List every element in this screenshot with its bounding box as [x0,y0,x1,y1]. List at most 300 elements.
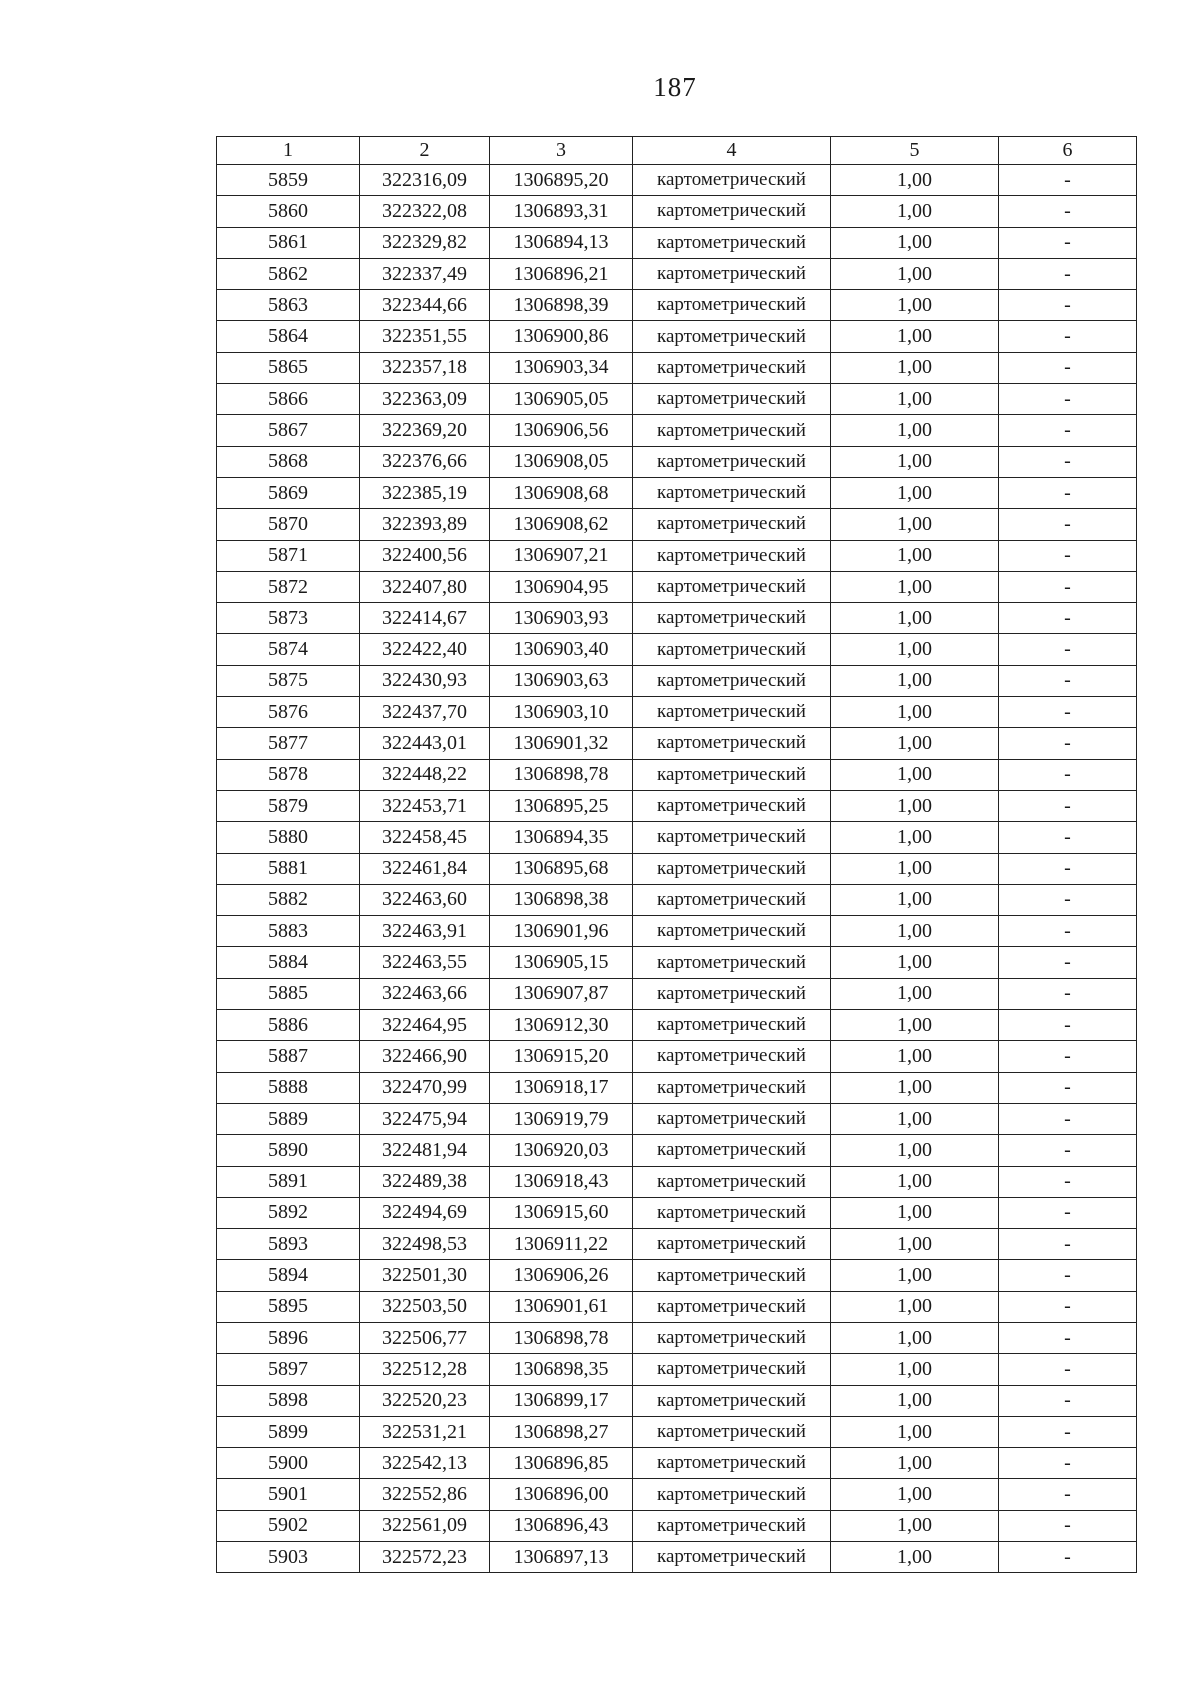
x-coordinate-cell: 322561,09 [360,1510,490,1541]
note-cell: - [999,1103,1137,1134]
page-number: 187 [653,72,697,102]
y-coordinate-cell: 1306912,30 [490,1010,633,1041]
method-cell: картометрический [633,947,831,978]
y-coordinate-cell: 1306920,03 [490,1135,633,1166]
note-cell: - [999,1448,1137,1479]
accuracy-cell: 1,00 [831,1542,999,1573]
x-coordinate-cell: 322322,08 [360,196,490,227]
note-cell: - [999,477,1137,508]
method-cell: картометрический [633,1103,831,1134]
accuracy-cell: 1,00 [831,258,999,289]
accuracy-cell: 1,00 [831,1291,999,1322]
method-cell: картометрический [633,1166,831,1197]
x-coordinate-cell: 322461,84 [360,853,490,884]
method-cell: картометрический [633,759,831,790]
note-cell: - [999,415,1137,446]
method-cell: картометрический [633,415,831,446]
note-cell: - [999,1385,1137,1416]
note-cell: - [999,790,1137,821]
y-coordinate-cell: 1306911,22 [490,1229,633,1260]
table-row [217,853,1137,884]
table-row [217,1416,1137,1447]
note-cell: - [999,1291,1137,1322]
note-cell: - [999,947,1137,978]
x-coordinate-cell: 322464,95 [360,1010,490,1041]
table-row [217,603,1137,634]
y-coordinate-cell: 1306919,79 [490,1103,633,1134]
point-number-cell: 5885 [217,978,360,1009]
note-cell: - [999,1542,1137,1573]
note-cell: - [999,227,1137,258]
y-coordinate-cell: 1306901,61 [490,1291,633,1322]
x-coordinate-cell: 322466,90 [360,1041,490,1072]
accuracy-cell: 1,00 [831,509,999,540]
x-coordinate-cell: 322357,18 [360,352,490,383]
method-cell: картометрический [633,1291,831,1322]
x-coordinate-cell: 322503,50 [360,1291,490,1322]
x-coordinate-cell: 322437,70 [360,697,490,728]
point-number-cell: 5876 [217,697,360,728]
point-number-cell: 5891 [217,1166,360,1197]
x-coordinate-cell: 322463,55 [360,947,490,978]
note-cell: - [999,258,1137,289]
column-header-3: 3 [490,137,633,165]
point-number-cell: 5889 [217,1103,360,1134]
y-coordinate-cell: 1306903,34 [490,352,633,383]
point-number-cell: 5902 [217,1510,360,1541]
method-cell: картометрический [633,1448,831,1479]
note-cell: - [999,603,1137,634]
column-header-1: 1 [217,137,360,165]
table-row [217,258,1137,289]
x-coordinate-cell: 322512,28 [360,1354,490,1385]
method-cell: картометрический [633,165,831,196]
y-coordinate-cell: 1306898,78 [490,759,633,790]
y-coordinate-cell: 1306915,20 [490,1041,633,1072]
accuracy-cell: 1,00 [831,634,999,665]
y-coordinate-cell: 1306899,17 [490,1385,633,1416]
table-row [217,290,1137,321]
y-coordinate-cell: 1306906,26 [490,1260,633,1291]
accuracy-cell: 1,00 [831,1510,999,1541]
point-number-cell: 5859 [217,165,360,196]
table-row [217,1542,1137,1573]
x-coordinate-cell: 322443,01 [360,728,490,759]
point-number-cell: 5878 [217,759,360,790]
table-row [217,1103,1137,1134]
method-cell: картометрический [633,446,831,477]
point-number-cell: 5874 [217,634,360,665]
method-cell: картометрический [633,1041,831,1072]
y-coordinate-cell: 1306895,20 [490,165,633,196]
point-number-cell: 5898 [217,1385,360,1416]
y-coordinate-cell: 1306897,13 [490,1542,633,1573]
accuracy-cell: 1,00 [831,728,999,759]
method-cell: картометрический [633,853,831,884]
point-number-cell: 5883 [217,916,360,947]
table-row [217,1072,1137,1103]
method-cell: картометрический [633,258,831,289]
table-row [217,165,1137,196]
accuracy-cell: 1,00 [831,352,999,383]
method-cell: картометрический [633,978,831,1009]
method-cell: картометрический [633,1072,831,1103]
accuracy-cell: 1,00 [831,1260,999,1291]
accuracy-cell: 1,00 [831,978,999,1009]
y-coordinate-cell: 1306895,25 [490,790,633,821]
table-row [217,1229,1137,1260]
table-row [217,1291,1137,1322]
table-row [217,1385,1137,1416]
method-cell: картометрический [633,728,831,759]
accuracy-cell: 1,00 [831,540,999,571]
method-cell: картометрический [633,1542,831,1573]
note-cell: - [999,884,1137,915]
note-cell: - [999,1479,1137,1510]
note-cell: - [999,321,1137,352]
note-cell: - [999,352,1137,383]
y-coordinate-cell: 1306905,15 [490,947,633,978]
note-cell: - [999,634,1137,665]
accuracy-cell: 1,00 [831,1229,999,1260]
point-number-cell: 5899 [217,1416,360,1447]
point-number-cell: 5863 [217,290,360,321]
y-coordinate-cell: 1306907,21 [490,540,633,571]
y-coordinate-cell: 1306908,68 [490,477,633,508]
point-number-cell: 5872 [217,571,360,602]
x-coordinate-cell: 322337,49 [360,258,490,289]
x-coordinate-cell: 322316,09 [360,165,490,196]
y-coordinate-cell: 1306896,21 [490,258,633,289]
point-number-cell: 5892 [217,1197,360,1228]
x-coordinate-cell: 322414,67 [360,603,490,634]
method-cell: картометрический [633,509,831,540]
accuracy-cell: 1,00 [831,822,999,853]
method-cell: картометрический [633,321,831,352]
method-cell: картометрический [633,477,831,508]
y-coordinate-cell: 1306918,43 [490,1166,633,1197]
accuracy-cell: 1,00 [831,227,999,258]
point-number-cell: 5875 [217,665,360,696]
column-header-2: 2 [360,137,490,165]
x-coordinate-cell: 322481,94 [360,1135,490,1166]
point-number-cell: 5897 [217,1354,360,1385]
method-cell: картометрический [633,1510,831,1541]
table-row [217,822,1137,853]
y-coordinate-cell: 1306905,05 [490,384,633,415]
note-cell: - [999,509,1137,540]
coordinates-table [216,136,1137,1573]
method-cell: картометрический [633,352,831,383]
method-cell: картометрический [633,790,831,821]
x-coordinate-cell: 322407,80 [360,571,490,602]
x-coordinate-cell: 322506,77 [360,1322,490,1353]
y-coordinate-cell: 1306900,86 [490,321,633,352]
accuracy-cell: 1,00 [831,1354,999,1385]
table-row [217,759,1137,790]
y-coordinate-cell: 1306898,35 [490,1354,633,1385]
x-coordinate-cell: 322520,23 [360,1385,490,1416]
table-row [217,509,1137,540]
method-cell: картометрический [633,822,831,853]
x-coordinate-cell: 322363,09 [360,384,490,415]
method-cell: картометрический [633,1322,831,1353]
point-number-cell: 5895 [217,1291,360,1322]
y-coordinate-cell: 1306903,10 [490,697,633,728]
table-row [217,571,1137,602]
y-coordinate-cell: 1306896,43 [490,1510,633,1541]
y-coordinate-cell: 1306896,85 [490,1448,633,1479]
accuracy-cell: 1,00 [831,1166,999,1197]
note-cell: - [999,165,1137,196]
method-cell: картометрический [633,603,831,634]
y-coordinate-cell: 1306908,62 [490,509,633,540]
point-number-cell: 5861 [217,227,360,258]
note-cell: - [999,665,1137,696]
table-row [217,1041,1137,1072]
table-row [217,1510,1137,1541]
note-cell: - [999,1416,1137,1447]
point-number-cell: 5860 [217,196,360,227]
point-number-cell: 5862 [217,258,360,289]
point-number-cell: 5868 [217,446,360,477]
accuracy-cell: 1,00 [831,196,999,227]
note-cell: - [999,446,1137,477]
x-coordinate-cell: 322463,60 [360,884,490,915]
method-cell: картометрический [633,1479,831,1510]
table-row [217,352,1137,383]
y-coordinate-cell: 1306898,27 [490,1416,633,1447]
accuracy-cell: 1,00 [831,1197,999,1228]
x-coordinate-cell: 322531,21 [360,1416,490,1447]
y-coordinate-cell: 1306893,31 [490,196,633,227]
table-row [217,1010,1137,1041]
method-cell: картометрический [633,227,831,258]
x-coordinate-cell: 322572,23 [360,1542,490,1573]
y-coordinate-cell: 1306908,05 [490,446,633,477]
accuracy-cell: 1,00 [831,1103,999,1134]
table-row [217,1322,1137,1353]
point-number-cell: 5886 [217,1010,360,1041]
point-number-cell: 5882 [217,884,360,915]
y-coordinate-cell: 1306903,93 [490,603,633,634]
x-coordinate-cell: 322393,89 [360,509,490,540]
note-cell: - [999,1354,1137,1385]
method-cell: картометрический [633,1385,831,1416]
note-cell: - [999,571,1137,602]
y-coordinate-cell: 1306901,96 [490,916,633,947]
point-number-cell: 5877 [217,728,360,759]
point-number-cell: 5894 [217,1260,360,1291]
note-cell: - [999,290,1137,321]
accuracy-cell: 1,00 [831,1479,999,1510]
y-coordinate-cell: 1306903,63 [490,665,633,696]
point-number-cell: 5887 [217,1041,360,1072]
accuracy-cell: 1,00 [831,1010,999,1041]
method-cell: картометрический [633,916,831,947]
note-cell: - [999,822,1137,853]
y-coordinate-cell: 1306901,32 [490,728,633,759]
x-coordinate-cell: 322463,91 [360,916,490,947]
table-row [217,1448,1137,1479]
y-coordinate-cell: 1306896,00 [490,1479,633,1510]
x-coordinate-cell: 322385,19 [360,477,490,508]
point-number-cell: 5896 [217,1322,360,1353]
method-cell: картометрический [633,540,831,571]
accuracy-cell: 1,00 [831,884,999,915]
table-header [217,137,1137,165]
point-number-cell: 5873 [217,603,360,634]
table-row [217,1479,1137,1510]
x-coordinate-cell: 322448,22 [360,759,490,790]
x-coordinate-cell: 322458,45 [360,822,490,853]
table-row [217,634,1137,665]
accuracy-cell: 1,00 [831,321,999,352]
table-body [217,165,1137,1573]
x-coordinate-cell: 322542,13 [360,1448,490,1479]
note-cell: - [999,1041,1137,1072]
accuracy-cell: 1,00 [831,947,999,978]
point-number-cell: 5890 [217,1135,360,1166]
table-row [217,1260,1137,1291]
accuracy-cell: 1,00 [831,790,999,821]
table-row [217,415,1137,446]
method-cell: картометрический [633,884,831,915]
table-row [217,1197,1137,1228]
table-row [217,1166,1137,1197]
note-cell: - [999,1510,1137,1541]
accuracy-cell: 1,00 [831,603,999,634]
note-cell: - [999,978,1137,1009]
x-coordinate-cell: 322329,82 [360,227,490,258]
y-coordinate-cell: 1306907,87 [490,978,633,1009]
method-cell: картометрический [633,1135,831,1166]
y-coordinate-cell: 1306903,40 [490,634,633,665]
accuracy-cell: 1,00 [831,1135,999,1166]
point-number-cell: 5869 [217,477,360,508]
y-coordinate-cell: 1306898,39 [490,290,633,321]
point-number-cell: 5901 [217,1479,360,1510]
x-coordinate-cell: 322489,38 [360,1166,490,1197]
x-coordinate-cell: 322344,66 [360,290,490,321]
note-cell: - [999,697,1137,728]
header-row [217,137,1137,165]
y-coordinate-cell: 1306898,38 [490,884,633,915]
method-cell: картометрический [633,697,831,728]
note-cell: - [999,916,1137,947]
point-number-cell: 5880 [217,822,360,853]
point-number-cell: 5881 [217,853,360,884]
accuracy-cell: 1,00 [831,1448,999,1479]
x-coordinate-cell: 322369,20 [360,415,490,446]
point-number-cell: 5870 [217,509,360,540]
x-coordinate-cell: 322552,86 [360,1479,490,1510]
accuracy-cell: 1,00 [831,446,999,477]
column-header-4: 4 [633,137,831,165]
accuracy-cell: 1,00 [831,477,999,508]
method-cell: картометрический [633,196,831,227]
x-coordinate-cell: 322501,30 [360,1260,490,1291]
method-cell: картометрический [633,1229,831,1260]
point-number-cell: 5903 [217,1542,360,1573]
method-cell: картометрический [633,1416,831,1447]
note-cell: - [999,728,1137,759]
accuracy-cell: 1,00 [831,571,999,602]
table-row [217,697,1137,728]
y-coordinate-cell: 1306895,68 [490,853,633,884]
point-number-cell: 5864 [217,321,360,352]
table-row [217,384,1137,415]
table-row [217,728,1137,759]
accuracy-cell: 1,00 [831,1385,999,1416]
table-row [217,446,1137,477]
column-header-6: 6 [999,137,1137,165]
point-number-cell: 5871 [217,540,360,571]
x-coordinate-cell: 322453,71 [360,790,490,821]
table-row [217,790,1137,821]
accuracy-cell: 1,00 [831,697,999,728]
note-cell: - [999,1260,1137,1291]
x-coordinate-cell: 322351,55 [360,321,490,352]
table-row [217,477,1137,508]
note-cell: - [999,1197,1137,1228]
table-row [217,884,1137,915]
y-coordinate-cell: 1306898,78 [490,1322,633,1353]
table-row [217,540,1137,571]
point-number-cell: 5893 [217,1229,360,1260]
table-row [217,321,1137,352]
table-row [217,196,1137,227]
note-cell: - [999,853,1137,884]
y-coordinate-cell: 1306906,56 [490,415,633,446]
note-cell: - [999,1322,1137,1353]
accuracy-cell: 1,00 [831,290,999,321]
table-row [217,1354,1137,1385]
point-number-cell: 5867 [217,415,360,446]
x-coordinate-cell: 322494,69 [360,1197,490,1228]
y-coordinate-cell: 1306894,13 [490,227,633,258]
x-coordinate-cell: 322430,93 [360,665,490,696]
x-coordinate-cell: 322475,94 [360,1103,490,1134]
x-coordinate-cell: 322470,99 [360,1072,490,1103]
accuracy-cell: 1,00 [831,384,999,415]
method-cell: картометрический [633,1010,831,1041]
point-number-cell: 5865 [217,352,360,383]
accuracy-cell: 1,00 [831,1041,999,1072]
method-cell: картометрический [633,290,831,321]
accuracy-cell: 1,00 [831,415,999,446]
note-cell: - [999,196,1137,227]
accuracy-cell: 1,00 [831,1416,999,1447]
table-row [217,978,1137,1009]
accuracy-cell: 1,00 [831,759,999,790]
method-cell: картометрический [633,634,831,665]
accuracy-cell: 1,00 [831,916,999,947]
accuracy-cell: 1,00 [831,1322,999,1353]
y-coordinate-cell: 1306894,35 [490,822,633,853]
y-coordinate-cell: 1306904,95 [490,571,633,602]
note-cell: - [999,1135,1137,1166]
note-cell: - [999,384,1137,415]
table-row [217,947,1137,978]
column-header-5: 5 [831,137,999,165]
accuracy-cell: 1,00 [831,853,999,884]
note-cell: - [999,1010,1137,1041]
method-cell: картометрический [633,1197,831,1228]
y-coordinate-cell: 1306915,60 [490,1197,633,1228]
x-coordinate-cell: 322498,53 [360,1229,490,1260]
x-coordinate-cell: 322422,40 [360,634,490,665]
